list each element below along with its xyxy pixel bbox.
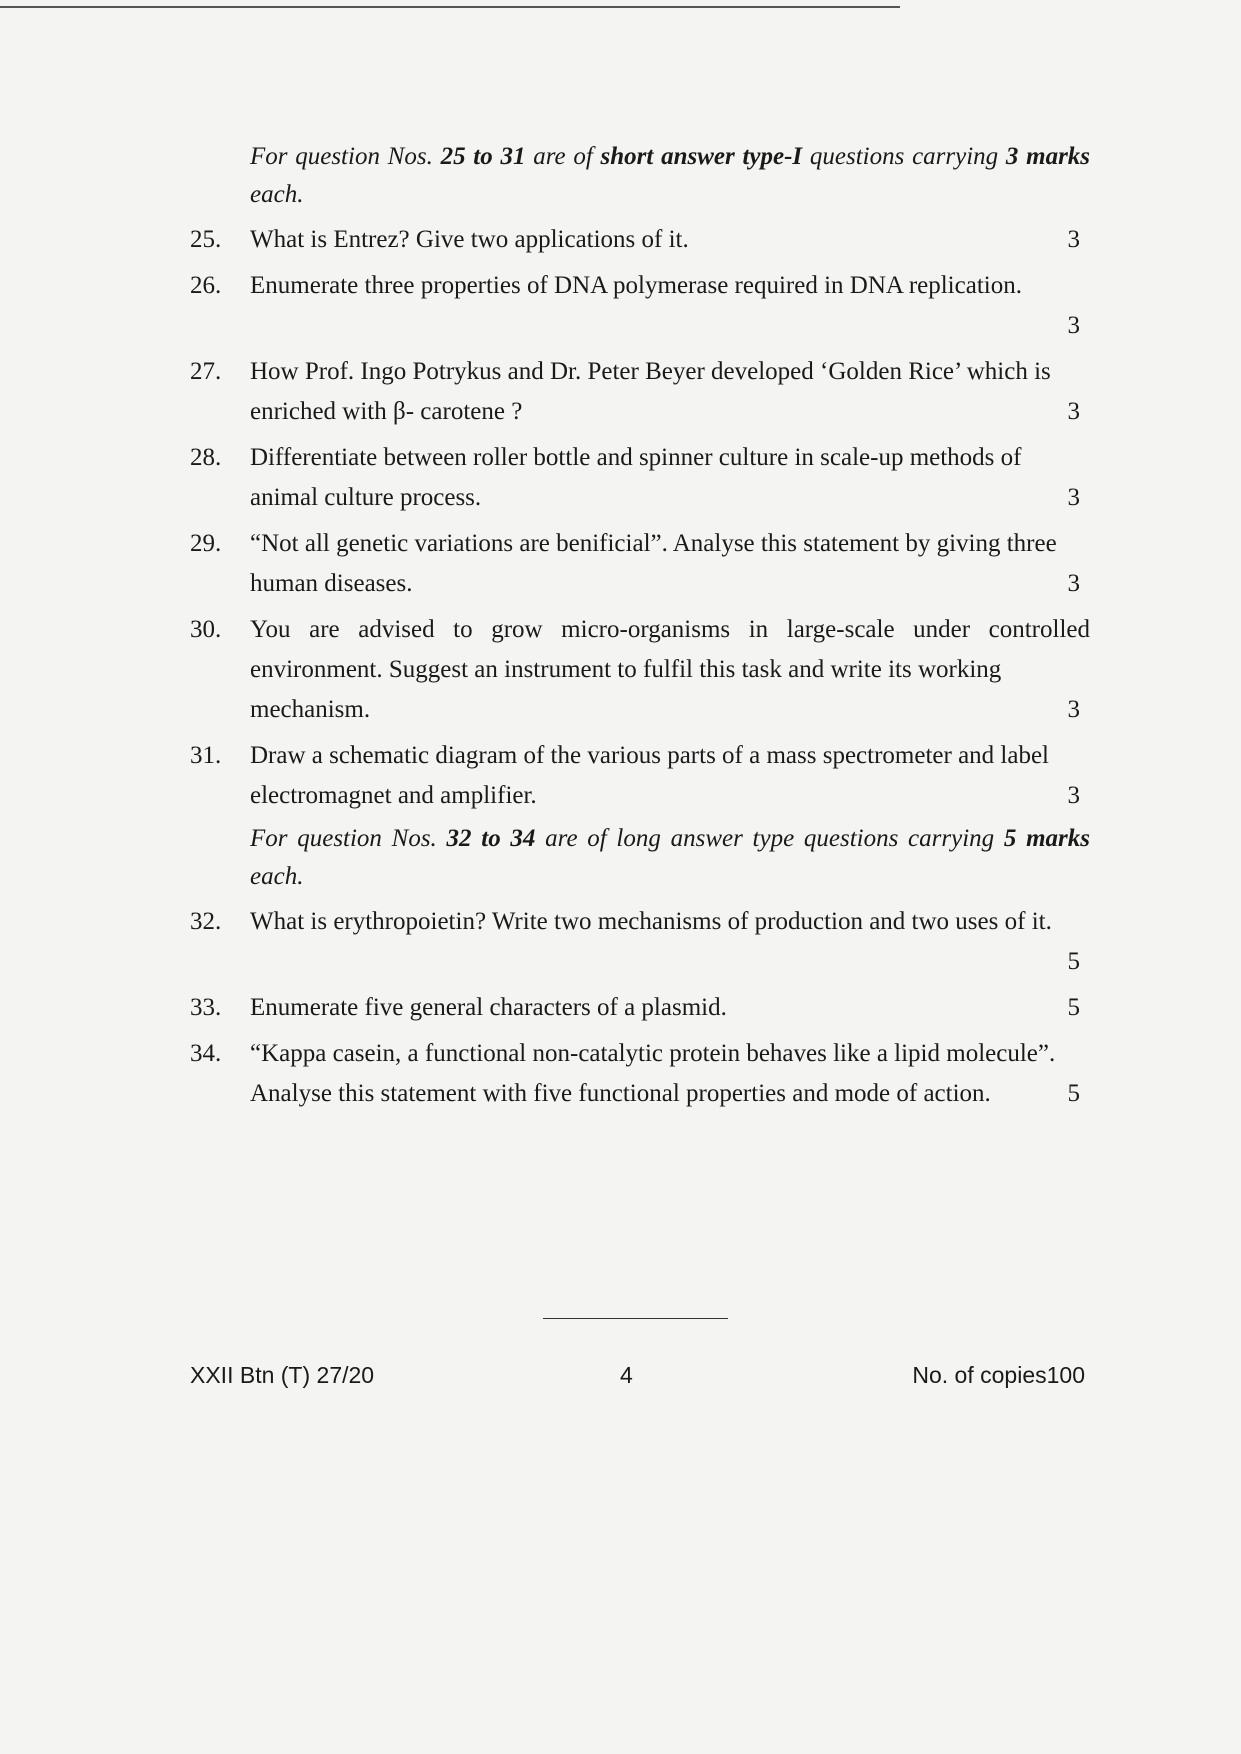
question-number: 29.: [190, 530, 222, 557]
question-marks: 5: [1067, 1080, 1080, 1107]
question-text: How Prof. Ingo Potrykus and Dr. Peter Beyer developed ‘Golden Rice’ which is: [250, 358, 1051, 385]
question-number: 25.: [190, 226, 222, 253]
end-separator-rule: [543, 1318, 728, 1319]
question-34: [190, 1034, 1090, 1114]
question-27: [190, 352, 1090, 432]
question-31: [190, 736, 1090, 816]
question-32: [190, 902, 1090, 982]
question-content: [190, 138, 1090, 1114]
question-marks: 3: [1067, 696, 1080, 723]
question-25: [190, 220, 1090, 260]
question-number: 31.: [190, 742, 222, 769]
question-number: 30.: [190, 616, 222, 643]
question-text: Enumerate five general characters of a plasmid.: [250, 994, 727, 1021]
question-number: 33.: [190, 994, 222, 1021]
question-text-cont: human diseases.: [250, 570, 413, 597]
question-text: Enumerate three properties of DNA polymerase required in DNA replication.: [250, 272, 1022, 299]
question-marks: 3: [1067, 398, 1080, 425]
question-text-cont: enriched with β- carotene ?: [250, 398, 523, 425]
question-text: “Kappa casein, a functional non-catalytic protein behaves like a lipid molecule”.: [250, 1040, 1056, 1067]
question-text: You are advised to grow micro-organisms in large-scale under controlled environment. Suggest an instrument to fulfil this task and write its working: [250, 616, 1090, 683]
question-marks: 3: [1067, 484, 1080, 511]
question-text-cont: animal culture process.: [250, 484, 482, 511]
question-text-cont: mechanism.: [250, 696, 371, 723]
question-number: 26.: [190, 272, 222, 299]
question-number: 28.: [190, 444, 222, 471]
question-marks: 3: [1067, 570, 1080, 597]
question-marks: 3: [1067, 782, 1080, 809]
copies-count: No. of copies100: [912, 1362, 1085, 1388]
question-26: [190, 266, 1090, 346]
question-text: Draw a schematic diagram of the various parts of a mass spectrometer and label: [250, 742, 1049, 769]
paper-code: XXII Btn (T) 27/20: [190, 1362, 375, 1388]
question-number: 27.: [190, 358, 222, 385]
question-marks: 5: [1067, 994, 1080, 1021]
question-number: 34.: [190, 1040, 222, 1067]
question-text-cont: electromagnet and amplifier.: [250, 782, 537, 809]
question-marks: 3: [1067, 226, 1080, 253]
section-note-long-answer: For question Nos. 32 to 34 are of long answer type questions carrying 5 marks each.: [250, 825, 1090, 890]
question-30: [190, 610, 1090, 730]
question-text: Differentiate between roller bottle and spinner culture in scale-up methods of: [250, 444, 1022, 471]
question-marks: 3: [1067, 312, 1080, 339]
question-33: [190, 988, 1090, 1028]
question-text: What is erythropoietin? Write two mechanisms of production and two uses of it.: [250, 908, 1052, 935]
question-marks: 5: [1067, 948, 1080, 975]
question-29: [190, 524, 1090, 604]
question-text: What is Entrez? Give two applications of it.: [250, 226, 689, 253]
question-28: [190, 438, 1090, 518]
question-text-cont: Analyse this statement with five functional properties and mode of action.: [250, 1080, 991, 1107]
question-number: 32.: [190, 908, 222, 935]
top-rule: [0, 6, 900, 8]
question-text: “Not all genetic variations are benificial”. Analyse this statement by giving three: [250, 530, 1057, 557]
page-number: 4: [620, 1362, 633, 1388]
section-note-short-answer: For question Nos. 25 to 31 are of short answer type-I questions carrying 3 marks each.: [250, 143, 1091, 208]
